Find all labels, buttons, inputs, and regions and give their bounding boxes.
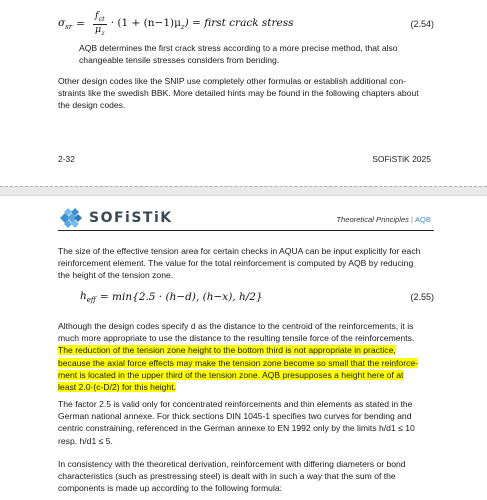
paragraph-other-design-codes — [58, 75, 419, 112]
text-line: The size of the effective tension area for certain checks in AQUA can be input explicitly for each — [58, 246, 421, 256]
formula-2-54: $\sigma_{sr}$ = $\frac{f_{ct}}{\mu_z}$ · $(1 + (n-1)\mu_z)$ = first crack stress (2.54) — [58, 9, 434, 37]
paragraph-aqb-first-crack — [79, 42, 398, 66]
logo-wordmark: SOFiSTiK — [89, 210, 173, 226]
paragraph-factor-2-5 — [58, 398, 415, 447]
text-line: straints like the swedish BBK. More detailed hints may be found in the following chapters about — [58, 88, 419, 99]
text-line: centric constraining, referenced in the German annexe to EN 1992 only by the limits h/d1 ≤ 10 — [58, 423, 415, 434]
highlighted-text: least 2.0·(c-D/2) for this height. — [58, 382, 176, 393]
text-line: reinforcement element. The value for the total reinforcement is computed by AQB by reducing — [58, 258, 414, 269]
paragraph-consistency — [58, 458, 406, 495]
header-rule — [58, 230, 434, 231]
previous-page — [0, 0, 487, 186]
page-number: 2-32 — [58, 154, 76, 164]
formula-lhs: $h_{eff}$ — [80, 289, 96, 305]
text-line: Although the design codes specify d as the distance to the centroid of the reinforcements, it is — [58, 321, 414, 331]
header-separator: | — [410, 215, 413, 224]
current-page — [0, 196, 487, 500]
footer-brand: SOFiSTiK 2025 — [372, 154, 431, 164]
header-title: Theoretical Principles — [336, 215, 409, 224]
formula-lhs: $\sigma_{sr}$ — [58, 16, 73, 32]
text-line: the design codes. — [58, 100, 126, 111]
running-header — [336, 215, 431, 224]
text-line: In consistency with the theoretical derivation, reinforcement with differing diameters or bond — [58, 459, 406, 469]
text-line: resp. h/d1 ≤ 5. — [58, 435, 113, 446]
text-line: changeable tensile stresses considers from bending. — [79, 55, 280, 66]
formula-fraction: $\frac{f_{ct}}{\mu_z}$ — [94, 9, 105, 37]
text-line: characteristics (such as prestressing steel) is dealt with in such a way that the sum of the — [58, 471, 396, 482]
text-line: much more appropriate to use the distance to the resulting tensile force of the reinforcements. — [58, 333, 415, 344]
text-line: components is made up according to the following formula: — [58, 483, 283, 494]
highlighted-text: The reduction of the tension zone height to the bottom third is not appropriate in practice, — [58, 345, 396, 356]
paragraph-effective-tension-area — [58, 245, 420, 282]
text-line: AQB determines the first crack stress according to a more precise method, that also — [79, 43, 398, 53]
equation-number: (2.55) — [410, 292, 434, 302]
text-line: Other design codes like the SNIP use completely other formulas or establish additional con- — [58, 76, 407, 86]
sofistik-logo-icon — [58, 208, 84, 228]
highlighted-text: because the axial force effects may make the tension zone become so small that the reinforce- — [58, 357, 419, 368]
formula-rhs: = min{2.5 · (h−d), (h−x), h/2} — [99, 291, 263, 303]
formula-rest: · $(1 + (n-1)\mu_z)$ = first crack stress — [110, 16, 294, 32]
text-line: the height of the tension zone. — [58, 270, 174, 281]
header-section: AQB — [414, 215, 431, 224]
text-line: German national annexe. For thick sections DIN 1045-1 specifies two curves for bending and — [58, 411, 412, 422]
equation-number: (2.54) — [410, 19, 434, 29]
formula-2-55 — [80, 288, 434, 306]
paragraph-design-codes-distance — [58, 320, 418, 393]
highlighted-text: ment is located in the upper third of the tension zone. AQB presupposes a height here of at — [58, 369, 404, 380]
text-line: The factor 2.5 is valid only for concentrated reinforcements and thin elements as stated in the — [58, 399, 413, 409]
sofistik-logo — [58, 208, 173, 228]
page-separator — [0, 186, 487, 196]
